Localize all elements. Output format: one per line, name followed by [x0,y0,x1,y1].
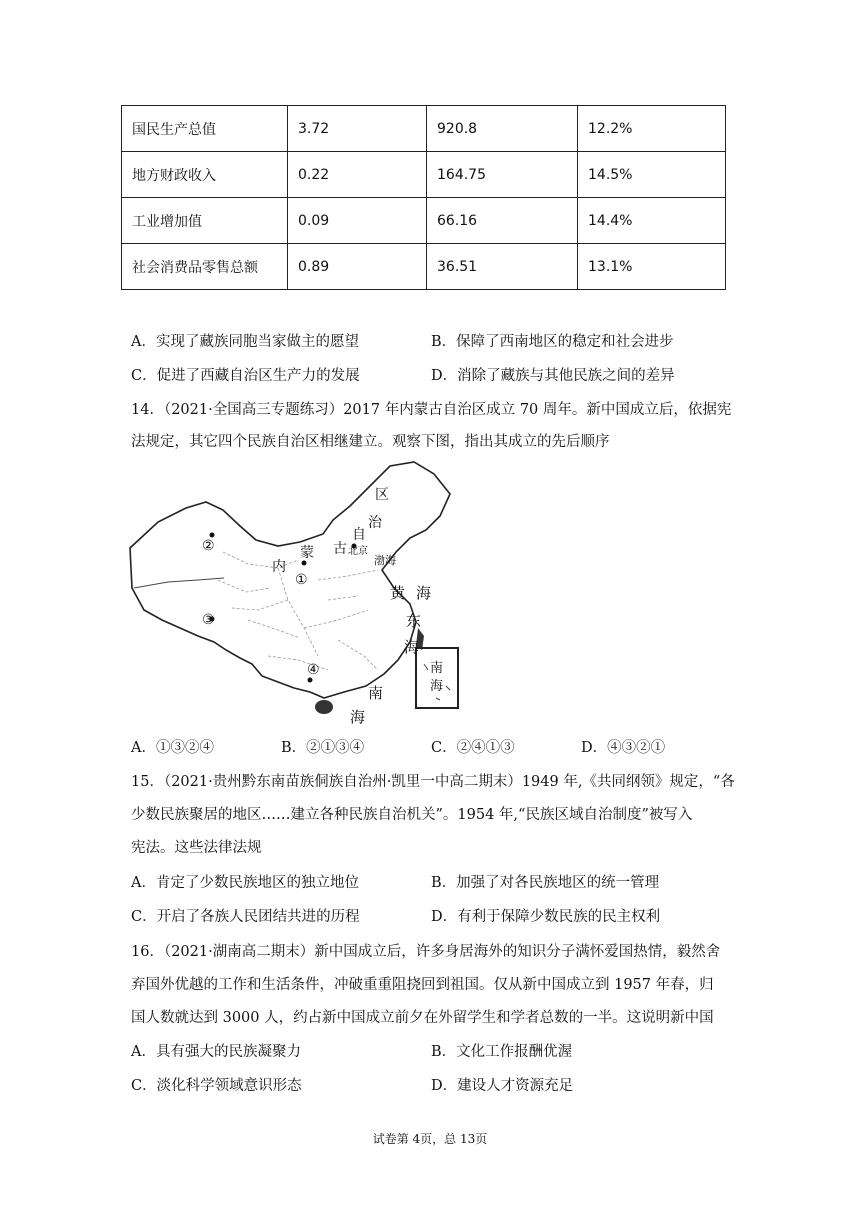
table-cell: 0.89 [288,244,427,290]
map-label: 区 [375,487,389,503]
map-label-nanhai: 南海 [430,661,444,694]
map-label: 海 [416,584,432,602]
region-4-dot [308,678,313,683]
map-label: 南 [368,684,384,702]
q16-stem-line3: 国人数就达到 3000 人，约占新中国成立前夕在外留学生和学者总数的一半。这说明新中国 [131,1010,714,1026]
region-3-label: ③ [202,612,215,628]
map-label: 蒙 [300,545,314,561]
region-2-dot [210,533,215,538]
q15-stem-line3: 宪法。这些法律法规 [131,840,262,856]
china-map [128,460,473,725]
table-cell: 工业增加值 [122,198,288,244]
table-row [122,106,726,152]
map-label: 黄 [390,584,406,602]
q13-option-b[interactable]: B．保障了西南地区的稳定和社会进步 [431,334,674,350]
q14-stem-line1: 14．（2021·全国高三专题练习）2017 年内蒙古自治区成立 70 周年。新中国成立后，依据宪 [131,402,732,418]
q15-option-b[interactable]: B．加强了对各民族地区的统一管理 [431,875,660,891]
q16-stem-line1: 16．（2021·湖南高二期末）新中国成立后，许多身居海外的知识分子满怀爱国热情，毅然舍 [131,944,721,960]
table-row [122,198,726,244]
map-label: 自 [352,527,366,543]
q15-option-d[interactable]: D．有利于保障少数民族的民主权利 [431,909,661,925]
region-4-label: ④ [307,662,320,678]
table-row [122,152,726,198]
q13-option-c[interactable]: C．促进了西藏自治区生产力的发展 [131,368,360,384]
map-label-beijing: 北京 [348,546,368,557]
page-footer: 试卷第 4页，总 13页 [372,1132,488,1146]
table-cell: 0.22 [288,152,427,198]
q13-option-d[interactable]: D．消除了藏族与其他民族之间的差异 [431,368,675,384]
q15-option-a[interactable]: A．肯定了少数民族地区的独立地位 [131,875,359,891]
q15-option-c[interactable]: C．开启了各族人民团结共进的历程 [131,909,360,925]
province-borders [218,552,378,670]
table-cell: 0.09 [288,198,427,244]
q14-option-c[interactable]: C．②④①③ [431,740,515,756]
map-label: 海 [350,708,366,726]
q13-option-a[interactable]: A．实现了藏族同胞当家做主的愿望 [131,334,359,350]
statistics-table [121,105,726,290]
table-cell: 3.72 [288,106,427,152]
map-label: 治 [368,515,382,531]
table-cell: 社会消费品零售总额 [122,244,288,290]
map-label: 古 [333,541,347,557]
q14-option-a[interactable]: A．①③②④ [131,740,214,756]
table-cell: 164.75 [427,152,578,198]
map-label-bohai: 渤海 [374,554,396,567]
map-label: 内 [272,559,286,575]
q15-stem-line1: 15．（2021·贵州黔东南苗族侗族自治州·凯里一中高二期末）1949 年,《共同纲领》规定，“各 [131,774,735,790]
q15-stem-line2: 少数民族聚居的地区……建立各种民族自治机关”。1954 年,“民族区域自治制度”被写入 [131,807,693,823]
table-cell: 地方财政收入 [122,152,288,198]
table-cell: 66.16 [427,198,578,244]
q14-option-b[interactable]: B．②①③④ [281,740,365,756]
q16-option-b[interactable]: B．文化工作报酬优渥 [431,1044,573,1060]
map-label: 东 [406,612,422,630]
table-cell: 国民生产总值 [122,106,288,152]
table-cell: 36.51 [427,244,578,290]
region-2-label: ② [202,538,215,554]
table-cell: 12.2% [578,106,726,152]
table-cell: 13.1% [578,244,726,290]
region-1-label: ① [295,572,308,588]
table-cell: 920.8 [427,106,578,152]
q14-stem-line2: 法规定，其它四个民族自治区相继建立。观察下图，指出其成立的先后顺序 [131,434,610,450]
table-cell: 14.4% [578,198,726,244]
table-cell: 14.5% [578,152,726,198]
hainan-island [315,700,333,714]
map-label: 海 [404,638,420,656]
q16-option-c[interactable]: C．淡化科学领域意识形态 [131,1078,302,1094]
q16-stem-line2: 弃国外优越的工作和生活条件，冲破重重阻挠回到祖国。仅从新中国成立到 1957 年春，归 [131,977,714,993]
q14-option-d[interactable]: D．④③②① [581,740,666,756]
region-border [134,578,224,588]
country-border [130,462,450,698]
q16-option-d[interactable]: D．建设人才资源充足 [431,1078,574,1094]
q16-option-a[interactable]: A．具有强大的民族凝聚力 [131,1044,301,1060]
table-row [122,244,726,290]
